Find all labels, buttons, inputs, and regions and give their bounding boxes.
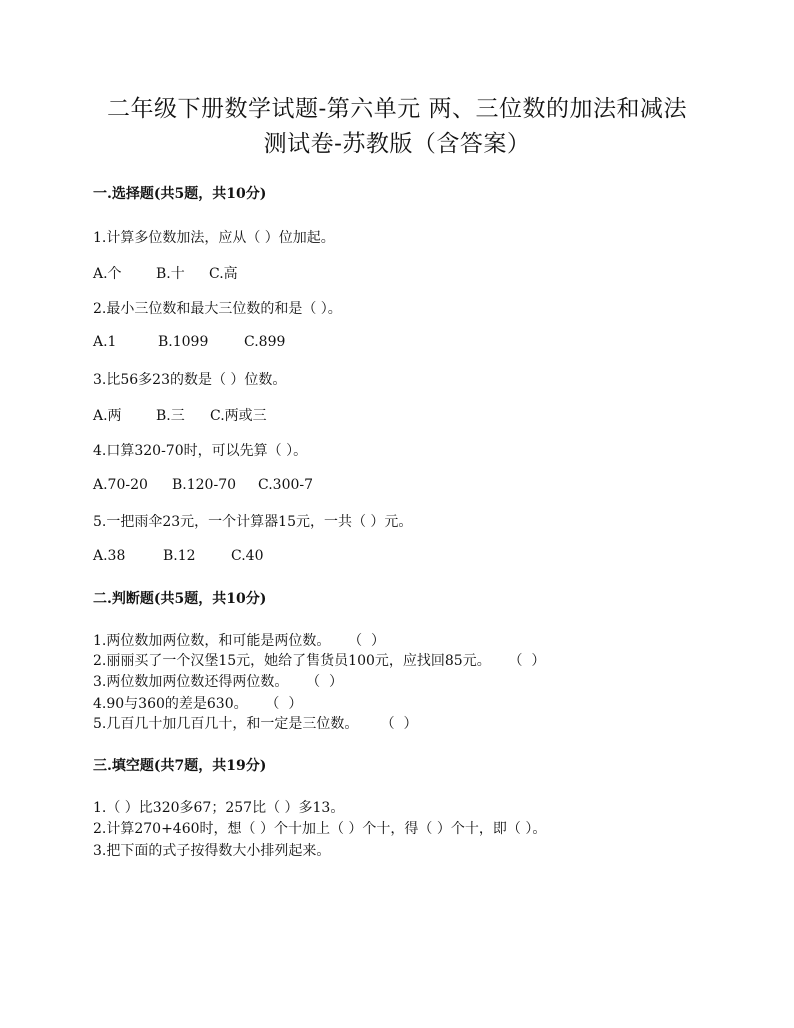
judge-item-5: 5.几百几十加几百几十，和一定是三位数。 （ ） [93,716,418,732]
judge-item-2: 2.丽丽买了一个汉堡15元，她给了售货员100元，应找回85元。 （ ） [93,653,546,669]
question-3: 3.比56多23的数是（ ）位数。 [93,372,287,388]
fill-item-2: 2.计算270+460时，想（ ）个十加上（ ）个十，得（ ）个十，即（ ）。 [93,821,547,837]
question-2-options [93,334,285,350]
option-b: B.三 [156,408,185,424]
option-a: A.70-20 [93,477,148,493]
section-heading-choice: 一.选择题(共5题，共10分) [93,186,267,202]
fill-item-1: 1.（ ）比320多67；257比（ ）多13。 [93,800,345,816]
page-title-line-2: 测试卷-苏教版（含答案） [263,131,531,157]
question-4-options [93,477,313,493]
option-c: C.40 [231,548,264,564]
question-1-options [93,263,238,283]
option-a: A.1 [93,334,117,350]
option-c: C.高 [209,266,238,282]
question-5-options [93,548,263,564]
question-4: 4.口算320-70时，可以先算（ ）。 [93,443,308,459]
option-c: C.899 [244,334,286,350]
option-c: C.两或三 [210,408,267,424]
question-1: 1.计算多位数加法，应从（ ）位加起。 [93,230,335,246]
option-c: C.300-7 [258,477,314,493]
question-5: 5.一把雨伞23元，一个计算器15元，一共（ ）元。 [93,514,413,530]
section-heading-judge: 二.判断题(共5题，共10分) [93,591,267,607]
option-a: A.两 [93,408,122,424]
option-a: A.38 [93,548,126,564]
option-b: B.十 [156,266,185,282]
judge-item-3: 3.两位数加两位数还得两位数。 （ ） [93,674,344,690]
option-b: B.1099 [158,334,209,350]
question-3-options [93,405,267,425]
question-2: 2.最小三位数和最大三位数的和是（ ）。 [93,301,342,317]
option-b: B.120-70 [172,477,237,493]
section-heading-fill: 三.填空题(共7题，共19分) [93,758,267,774]
option-b: B.12 [163,548,196,564]
option-a: A.个 [93,266,122,282]
page-title-line-1: 二年级下册数学试题-第六单元 两、三位数的加法和减法 [106,96,688,122]
judge-item-1: 1.两位数加两位数，和可能是两位数。 （ ） [93,633,386,649]
fill-item-3: 3.把下面的式子按得数大小排列起来。 [93,843,331,859]
judge-item-4: 4.90与360的差是630。 （ ） [93,696,303,712]
